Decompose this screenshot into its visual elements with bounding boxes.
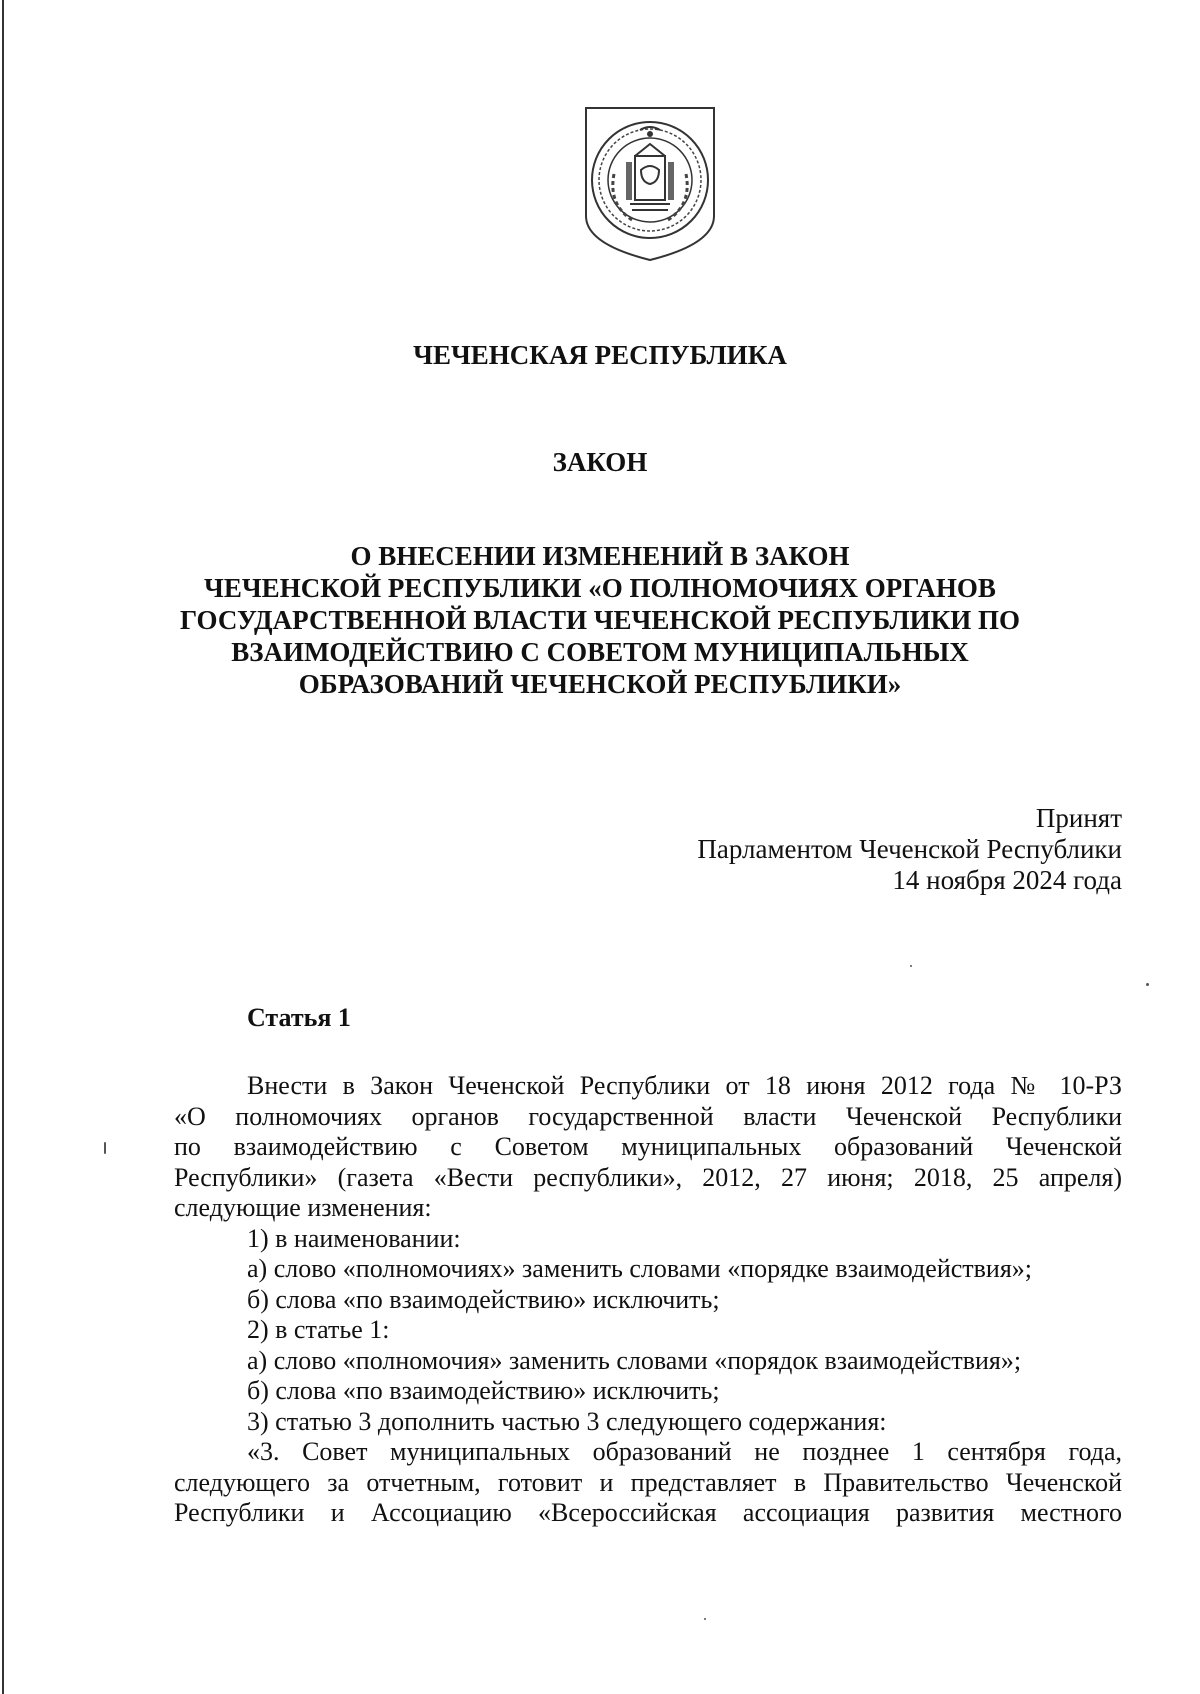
- scan-speck: [1146, 983, 1149, 986]
- scan-speck: [910, 965, 912, 967]
- article-text-line: по взаимодействию с Советом муниципальных образований Чеченской: [174, 1132, 1122, 1161]
- scan-edge-line: [2, 0, 4, 1694]
- article-text-line: «О полномочиях органов государственной власти Чеченской Республики: [174, 1101, 1122, 1131]
- law-title-line: ВЗАИМОДЕЙСТВИЮ С СОВЕТОМ МУНИЦИПАЛЬНЫХ: [231, 637, 969, 667]
- law-title-line: ОБРАЗОВАНИЙ ЧЕЧЕНСКОЙ РЕСПУБЛИКИ»: [298, 669, 902, 699]
- amendment-item: 2) в статье 1:: [247, 1315, 390, 1344]
- amendment-item: б) слова «по взаимодействию» исключить;: [247, 1376, 720, 1405]
- quoted-text-line: «3. Совет муниципальных образований не позднее 1 сентября года,: [247, 1437, 1122, 1466]
- amendment-item: 3) статью 3 дополнить частью 3 следующего содержания:: [247, 1406, 887, 1436]
- adoption-block: [697, 803, 1122, 896]
- law-title-line: О ВНЕСЕНИИ ИЗМЕНЕНИЙ В ЗАКОН: [350, 541, 850, 571]
- article-text-line: Внести в Закон Чеченской Республики от 18 июня 2012 года № 10-РЗ: [247, 1071, 1122, 1100]
- adoption-body: Парламентом Чеченской Республики: [697, 834, 1122, 864]
- law-title-line: ГОСУДАРСТВЕННОЙ ВЛАСТИ ЧЕЧЕНСКОЙ РЕСПУБЛИКИ ПО: [179, 605, 1020, 635]
- law-title: [0, 540, 1200, 700]
- article-text-line: следующие изменения:: [174, 1193, 432, 1222]
- article-body: [174, 1071, 1122, 1529]
- amendment-item: а) слово «полномочия» заменить словами «порядок взаимодействия»;: [247, 1345, 1022, 1375]
- coat-of-arms-emblem: [580, 104, 720, 264]
- scan-speck: [704, 1618, 706, 1620]
- article-heading: Статья 1: [247, 1003, 351, 1032]
- amendment-item: а) слово «полномочиях» заменить словами «порядке взаимодействия»;: [247, 1254, 1033, 1283]
- amendment-item: 1) в наименовании:: [247, 1223, 461, 1253]
- amendment-item: б) слова «по взаимодействию» исключить;: [247, 1284, 720, 1314]
- quoted-text-line: следующего за отчетным, готовит и представляет в Правительство Чеченской: [174, 1467, 1122, 1497]
- adoption-label: Принят: [1035, 803, 1122, 833]
- adoption-date: 14 ноября 2024 года: [892, 865, 1122, 895]
- law-title-line: ЧЕЧЕНСКОЙ РЕСПУБЛИКИ «О ПОЛНОМОЧИЯХ ОРГАНОВ: [204, 573, 996, 603]
- scan-speck: [104, 1142, 106, 1154]
- quoted-text-line: Республики и Ассоциацию «Всероссийская ассоциация развития местного: [174, 1498, 1122, 1527]
- article-text-line: Республики» (газета «Вести республики», 2012, 27 июня; 2018, 25 апреля): [174, 1162, 1122, 1192]
- republic-heading: ЧЕЧЕНСКАЯ РЕСПУБЛИКА: [413, 340, 787, 370]
- document-type-heading: ЗАКОН: [552, 447, 648, 477]
